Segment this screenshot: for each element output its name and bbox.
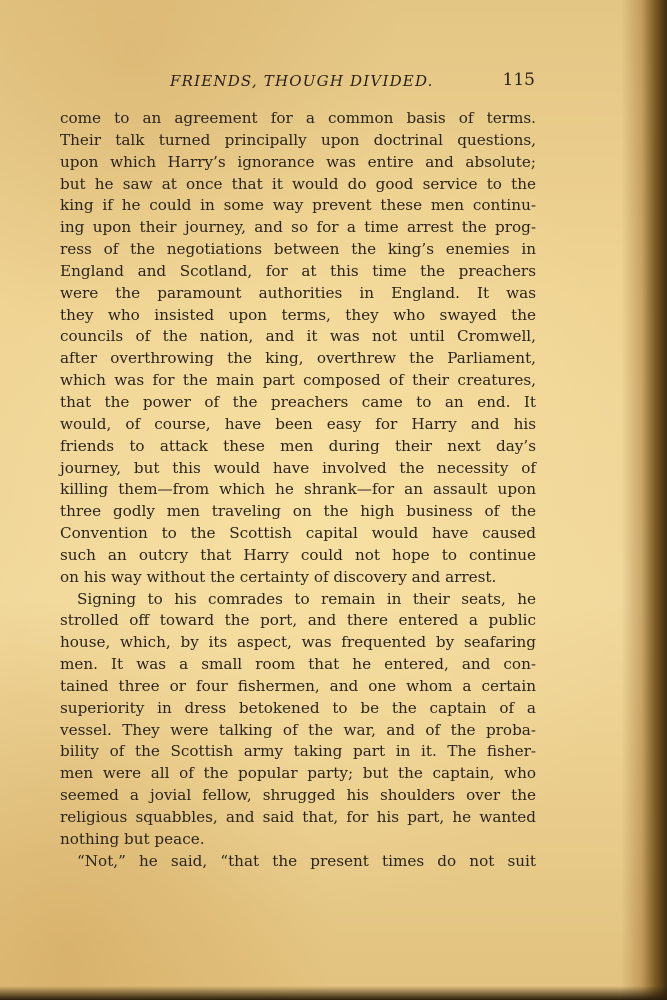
text-line: Signing to his comrades to remain in their seats, he bbox=[77, 589, 536, 608]
text-line: men were all of the popular party; but the captain, who bbox=[60, 764, 536, 783]
text-line: strolled off toward the port, and there entered a public bbox=[60, 611, 536, 630]
text-line: were the paramount authorities in England. It was bbox=[60, 283, 536, 302]
text-line: on his way without the certainty of discovery and arrest. bbox=[60, 567, 497, 586]
page-number: 115 bbox=[502, 70, 535, 90]
text-line: come to an agreement for a common basis of terms. bbox=[60, 109, 536, 127]
text-line: Their talk turned principally upon doctrinal questions, bbox=[60, 130, 536, 149]
text-line: house, which, by its aspect, was frequented by seafaring bbox=[60, 633, 536, 652]
text-line: Convention to the Scottish capital would have caused bbox=[60, 524, 536, 543]
text-line: friends to attack these men during their next day’s bbox=[60, 436, 536, 455]
text-line: ress of the negotiations between the king’s enemies in bbox=[60, 240, 536, 259]
body-text bbox=[60, 108, 536, 873]
text-line: that the power of the preachers came to an end. It bbox=[60, 392, 536, 411]
text-line: councils of the nation, and it was not until Cromwell, bbox=[60, 327, 536, 346]
text-line: which was for the main part composed of their creatures, bbox=[60, 371, 536, 390]
text-line: religious squabbles, and said that, for his part, he wanted bbox=[60, 808, 536, 826]
text-line: they who insisted upon terms, they who swayed the bbox=[60, 305, 536, 324]
text-line: bility of the Scottish army taking part in it. The fisher- bbox=[60, 742, 536, 761]
text-line: superiority in dress betokened to be the captain of a bbox=[60, 698, 536, 717]
text-line: seemed a jovial fellow, shrugged his shoulders over the bbox=[60, 786, 536, 805]
text-line: tained three or four fishermen, and one whom a certain bbox=[60, 676, 536, 695]
text-line: ing upon their journey, and so for a time arrest the prog- bbox=[60, 218, 536, 237]
running-head: FRIENDS, THOUGH DIVIDED. bbox=[170, 72, 434, 90]
text-line: England and Scotland, for at this time the preachers bbox=[60, 261, 536, 280]
text-line: “Not,” he said, “that the present times do not suit bbox=[77, 851, 536, 870]
text-line: would, of course, have been easy for Harry and his bbox=[60, 414, 536, 433]
page-bottom-edge bbox=[0, 986, 667, 1000]
text-line: such an outcry that Harry could not hope to continue bbox=[60, 545, 536, 564]
page-header bbox=[60, 70, 540, 98]
text-line: king if he could in some way prevent these men continu- bbox=[60, 196, 536, 215]
text-line: but he saw at once that it would do good service to the bbox=[60, 174, 536, 193]
text-line: after overthrowing the king, overthrew the Parliament, bbox=[60, 349, 536, 368]
text-line: three godly men traveling on the high business of the bbox=[60, 502, 536, 521]
text-line: journey, but this would have involved the necessity of bbox=[60, 458, 536, 477]
text-line: nothing but peace. bbox=[60, 829, 205, 848]
text-line: men. It was a small room that he entered, and con- bbox=[60, 655, 536, 674]
text-line: vessel. They were talking of the war, and of the proba- bbox=[60, 720, 536, 739]
text-line: upon which Harry’s ignorance was entire and absolute; bbox=[60, 152, 536, 171]
page-gutter-shadow bbox=[621, 0, 667, 1000]
text-line: killing them—from which he shrank—for an assault upon bbox=[60, 480, 536, 499]
